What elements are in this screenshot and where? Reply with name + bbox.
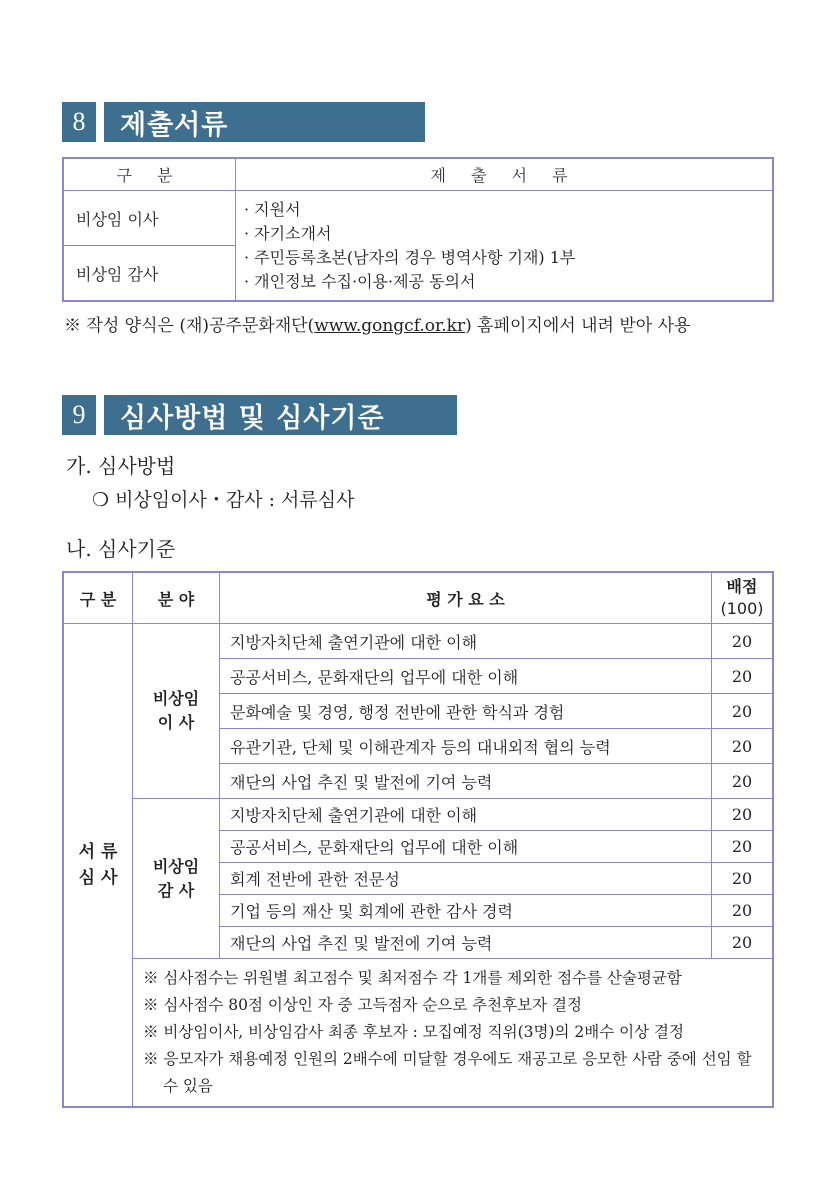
eval-item: 공공서비스, 문화재단의 업무에 대한 이해 [220,831,712,863]
header-gubun: 구 분 [63,572,133,624]
doc-item: · 지원서 [244,199,301,219]
section-9-header [62,395,457,435]
homepage-link[interactable]: www.gongcf.or.kr [314,316,466,336]
note-item: ※ 심사점수 80점 이상인 자 중 고득점자 순으로 추천후보자 결정 [143,996,582,1014]
eval-score: 20 [712,659,774,694]
group-line1: 비상임 [152,856,200,876]
eval-item: 재단의 사업 추진 및 발전에 기여 능력 [220,927,712,959]
criteria-notes [133,959,774,1108]
form-download-note [64,311,690,336]
evaluation-criteria-table [62,571,774,1108]
note-text-end: ) 홈페이지에서 내려 받아 사용 [465,316,691,336]
submission-documents-table [62,157,774,302]
eval-item: 지방자치단체 출연기관에 대한 이해 [220,799,712,831]
header-score-label: 배점 [726,577,758,596]
header-bunya: 분 야 [133,572,220,624]
category-document-review [63,624,133,1108]
eval-score: 20 [712,895,774,927]
eval-score: 20 [712,863,774,895]
header-documents: 제 출 서 류 [236,158,774,191]
note-item: ※ 비상임이사, 비상임감사 최종 후보자 : 모집예정 직위(3명)의 2배수 이상 결정 [143,1023,684,1041]
doc-item: · 자기소개서 [244,223,332,243]
section-number: 8 [62,102,96,142]
group-line2: 이 사 [157,713,195,732]
doc-item: · 개인정보 수집·이용·제공 동의서 [244,271,476,291]
category-line1: 서 류 [78,842,118,862]
row-label-director: 비상임 이사 [63,191,236,246]
header-score-total: (100) [720,599,764,618]
eval-item: 재단의 사업 추진 및 발전에 기여 능력 [220,764,712,799]
eval-item: 기업 등의 재산 및 회계에 관한 감사 경력 [220,895,712,927]
group-line2: 감 사 [157,880,195,900]
header-category: 구 분 [63,158,236,191]
subheading-method: 가. 심사방법 [66,454,176,478]
eval-item: 문화예술 및 경영, 행정 전반에 관한 학식과 경험 [220,694,712,729]
eval-score: 20 [712,831,774,863]
note-text: ※ 작성 양식은 (재)공주문화재단( [64,316,315,336]
note-item: ※ 심사점수는 위원별 최고점수 및 최저점수 각 1개를 제외한 점수를 산술평균함 [143,969,682,987]
section-title: 심사방법 및 심사기준 [104,395,457,435]
method-line: ❍ 비상임이사・감사 : 서류심사 [92,489,355,511]
eval-score: 20 [712,927,774,959]
row-label-auditor: 비상임 감사 [63,246,236,302]
eval-score: 20 [712,694,774,729]
group-line1: 비상임 [152,689,200,708]
section-title: 제출서류 [104,102,425,142]
note-item: ※ 응모자가 채용예정 인원의 2배수에 미달할 경우에도 재공고로 응모한 사람 중에 선임 할 수 있음 [143,1050,752,1095]
doc-item: · 주민등록초본(남자의 경우 병역사항 기재) 1부 [244,247,576,267]
eval-score: 20 [712,729,774,764]
subheading-criteria: 나. 심사기준 [66,537,176,561]
eval-item: 공공서비스, 문화재단의 업무에 대한 이해 [220,659,712,694]
eval-score: 20 [712,799,774,831]
eval-item: 유관기관, 단체 및 이해관계자 등의 대내외적 협의 능력 [220,729,712,764]
section-number: 9 [62,395,96,435]
eval-item: 회계 전반에 관한 전문성 [220,863,712,895]
eval-score: 20 [712,764,774,799]
group-auditor [133,799,220,959]
eval-score: 20 [712,624,774,659]
section-8-header [62,102,425,142]
group-director [133,624,220,799]
header-eval: 평 가 요 소 [220,572,712,624]
category-line2: 심 사 [78,868,118,888]
documents-list [236,191,774,302]
eval-item: 지방자치단체 출연기관에 대한 이해 [220,624,712,659]
header-score [712,572,774,624]
